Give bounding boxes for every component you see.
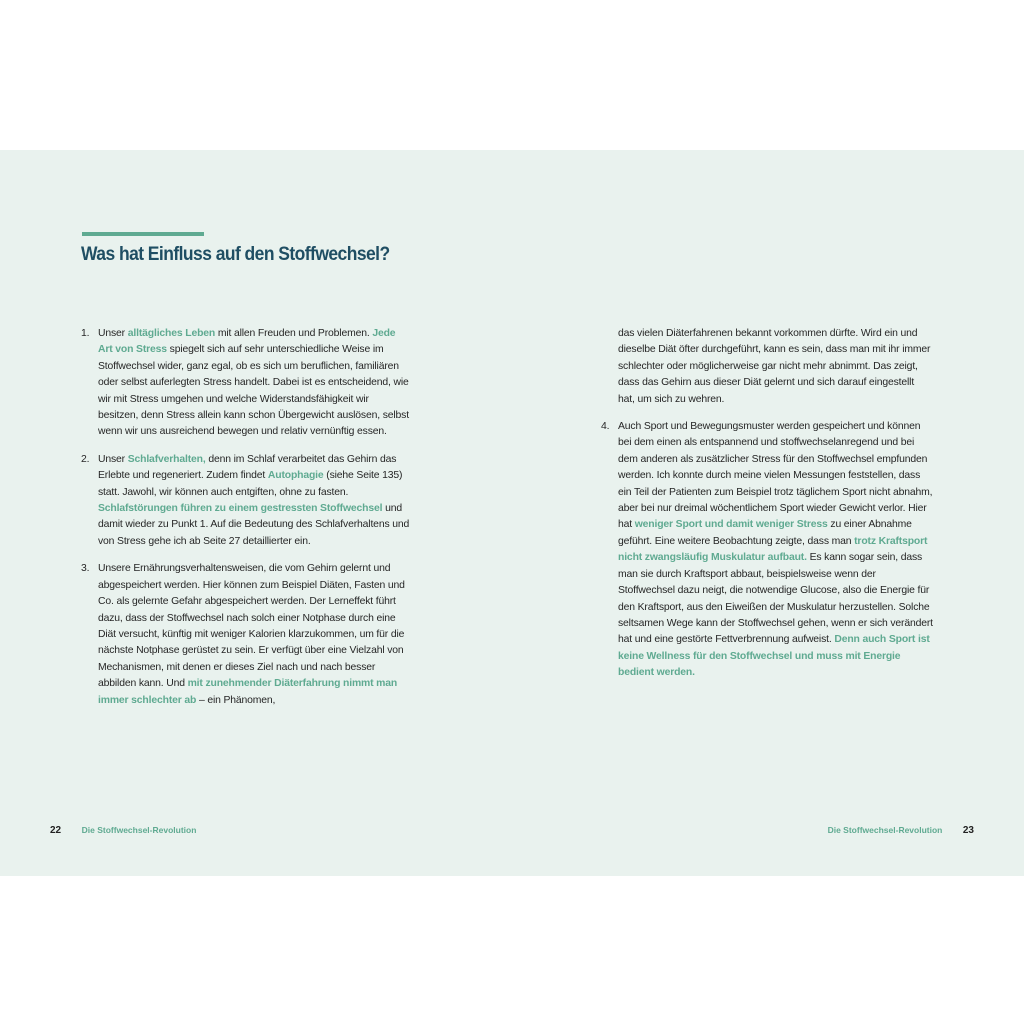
body-text: Unser: [98, 453, 128, 465]
body-text: Unser: [98, 328, 128, 339]
list-item-number: 1.: [81, 328, 90, 339]
list-item: [81, 326, 411, 441]
list-item-number: 2.: [81, 453, 90, 465]
body-text: mit allen Freuden und Problemen.: [215, 328, 373, 339]
continued-paragraph: [601, 326, 933, 408]
highlighted-text: Jede Art von Stress: [98, 328, 396, 356]
highlighted-text: Schlafstörungen führen zu einem gestressten Stoffwechsel: [98, 503, 383, 515]
body-text: und damit wieder zu Punkt 1. Auf die Bedeutung des Schlafverhaltens und von Stress gehe ich ab Seite 27 detaillierter ein.: [98, 503, 410, 547]
highlighted-text: mit zunehmender Diäterfahrung nimmt man immer schlechter ab: [98, 678, 398, 706]
list-item: [81, 452, 411, 550]
body-text: denn im Schlaf verarbeitet das Gehirn das Erlebte und regeneriert. Zudem findet: [98, 453, 397, 482]
highlighted-text: weniger Sport und damit weniger Stress: [634, 519, 828, 531]
highlighted-text: Denn auch Sport ist keine Wellness für den Stoffwechsel und muss mit Energie bedient werden.: [618, 634, 930, 679]
right-numbered-list: [601, 419, 933, 682]
running-head-left: Die Stoffwechsel-Revolution: [81, 825, 197, 835]
body-text: (siehe Seite 135) statt. Jawohl, wir können auch entgiften, ohne zu fasten.: [98, 470, 403, 498]
body-text: das vielen Diäterfahrenen bekannt vorkommen dürfte. Wird ein und dieselbe Diät öfter durchgeführt, kann es sein, dass man mit ihr immer schlechter oder möglicherweise gar nicht mehr abnimmt. Das zeigt, dass das Gehirn aus dieser Diät gelernt und sich darauf eingestellt hat, um sich zu wehren.: [618, 328, 931, 405]
page-number-right: 23: [962, 825, 974, 836]
chapter-heading: Was hat Einfluss auf den Stoffwechsel?: [81, 244, 390, 265]
body-text: – ein Phänomen,: [196, 694, 276, 706]
body-text: Unsere Ernährungsverhaltensweisen, die vom Gehirn gelernt und abgespeichert werden. Hier können zum Beispiel Diäten, Fasten und Co. als gelernte Gefahr abgespeichert werden. Der Lerneffekt führt dazu, dass der Stoffwechsel nach solch einer Notphase durch eine Diät versucht, künftig mit weniger Kalorien klarzukommen, um für die nächste Notphase gerüstet zu sein. Er verfügt über eine Vielzahl von Mechanismen, mit denen er dieses Ziel nach und nach besser abbilden kann. Und: [98, 563, 405, 690]
left-page-column: [81, 326, 411, 720]
list-item: [601, 419, 933, 682]
list-item: [81, 561, 411, 709]
left-numbered-list: [81, 326, 411, 709]
highlighted-text: Schlafverhalten,: [127, 453, 206, 465]
page-number-left: 22: [50, 825, 62, 836]
right-footer: [828, 825, 974, 836]
right-page-column: [601, 326, 933, 693]
list-item-number: 4.: [601, 421, 610, 433]
highlighted-text: trotz Kraftsport nicht zwangsläufig Muskulatur aufbaut.: [618, 535, 928, 564]
left-footer: [50, 825, 196, 836]
body-text: zu einer Abnahme geführt. Eine weitere Beobachtung zeigte, dass man: [618, 519, 912, 547]
body-text: Es kann sogar sein, dass man sie durch Kraftsport abbaut, beispielsweise wenn der Stoffwechsel dazu neigt, die notwendige Glucose, also die Energie für den Kraftsport, aus den Eiweißen der Muskulatur herzustellen. Solche seltsamen Wege kann der Stoffwechsel gehen, wenn er sich verändert hat und eine gestörte Fettverbrennung aufweist.: [618, 552, 933, 646]
list-item-number: 3.: [81, 563, 90, 575]
heading-accent-rule: [82, 232, 204, 236]
body-text: Auch Sport und Bewegungsmuster werden gespeichert und können bei dem einen als entspannend und stoffwechselanregend und bei dem anderen als zusätzlicher Stress für den Stoffwechsel empfunden werden. Ich konnte durch meine vielen Messungen feststellen, dass ein Teil der Patienten zum Beispiel trotz täglichem Sport nicht abnahm, aber bei nur dreimal wöchentlichem Sport wieder Gewicht verlor. Hier hat: [618, 421, 933, 531]
highlighted-text: Autophagie: [267, 470, 324, 482]
highlighted-text: alltägliches Leben: [127, 328, 216, 339]
body-text: spiegelt sich auf sehr unterschiedliche Weise im Stoffwechsel wider, ganz egal, ob es sich um beruflichen, familiären oder selbst auferlegten Stress handelt. Dabei ist es entscheidend, wie wir mit Stress umgehen und welche Widerstandsfähigkeit wir besitzen, denn Stress allein kann schon Übergewicht auslösen, selbst wenn wir uns ausreichend bewegen und relativ vernünftig essen.: [98, 344, 409, 438]
running-head-right: Die Stoffwechsel-Revolution: [827, 825, 943, 835]
